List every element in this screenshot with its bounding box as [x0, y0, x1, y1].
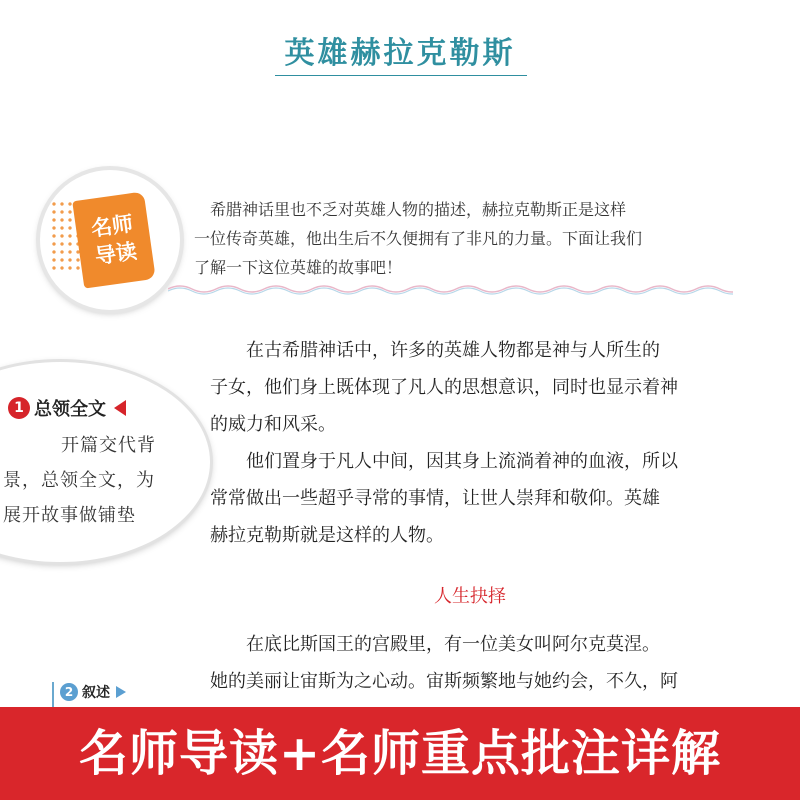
annotation-line: 景，总领全文，为 — [3, 470, 155, 491]
wave-divider — [168, 282, 733, 296]
promo-banner-text: 名师导读+名师重点批注详解 — [78, 725, 722, 782]
paragraph-line: 她的美丽让宙斯为之心动。宙斯频繁地与她约会，不久，阿 — [210, 671, 678, 692]
underlined-text: 子女，他们身上既体现了凡人的思想意识，同时也显示着神 — [210, 377, 678, 398]
pointer-right-icon — [116, 686, 126, 698]
body-paragraphs-2 — [210, 626, 725, 700]
underlined-text: 在古希腊神话中，许多的英雄人物都是神与人所生的 — [246, 340, 660, 361]
paragraph-line: 常常做出一些超乎寻常的事情，让世人崇拜和敬仰。英雄 — [210, 488, 660, 509]
section-title: 人生抉择 — [434, 586, 506, 607]
annotation-2 — [60, 682, 126, 702]
body-paragraphs-1 — [210, 332, 725, 554]
intro-line: 希腊神话里也不乏对英雄人物的描述，赫拉克勒斯正是这样 — [210, 200, 627, 219]
annotation-1 — [0, 362, 210, 562]
annotation-title: 总领全文 — [34, 399, 106, 420]
annotation-number: 1 — [8, 397, 30, 419]
intro-line: 了解一下这位英雄的故事吧！ — [194, 258, 403, 277]
title-underline — [275, 75, 527, 76]
paragraph-line: 赫拉克勒斯就是这样的人物。 — [210, 525, 444, 546]
paragraph-line: 在底比斯国王的宫殿里，有一位美女叫阿尔克莫涅。 — [246, 634, 660, 655]
intro-badge — [40, 170, 180, 310]
annotation-1-head — [8, 395, 126, 421]
page-title: 英雄赫拉克勒斯 — [284, 36, 516, 71]
underlined-text: 的威力和风采。 — [210, 414, 336, 435]
annotation-title: 叙述 — [82, 685, 110, 701]
intro-line: 一位传奇英雄，他出生后不久便拥有了非凡的力量。下面让我们 — [194, 229, 643, 248]
intro-text — [194, 195, 710, 282]
intro-badge-label-2: 导读 — [93, 239, 139, 269]
annotation-line: 开篇交代背 — [61, 435, 156, 456]
intro-badge-label-1: 名师 — [89, 211, 135, 241]
paragraph-line — [210, 332, 725, 369]
pointer-left-icon — [114, 400, 126, 416]
paragraph-line: 他们置身于凡人中间，因其身上流淌着神的血液，所以 — [246, 451, 678, 472]
annotation-line: 展开故事做铺垫 — [3, 505, 136, 526]
paragraph-line — [210, 406, 725, 443]
annotation-1-body — [3, 428, 205, 533]
promo-banner — [0, 707, 800, 800]
paragraph-line — [210, 369, 725, 406]
book-icon — [72, 191, 156, 288]
annotation-number: 2 — [60, 683, 78, 701]
